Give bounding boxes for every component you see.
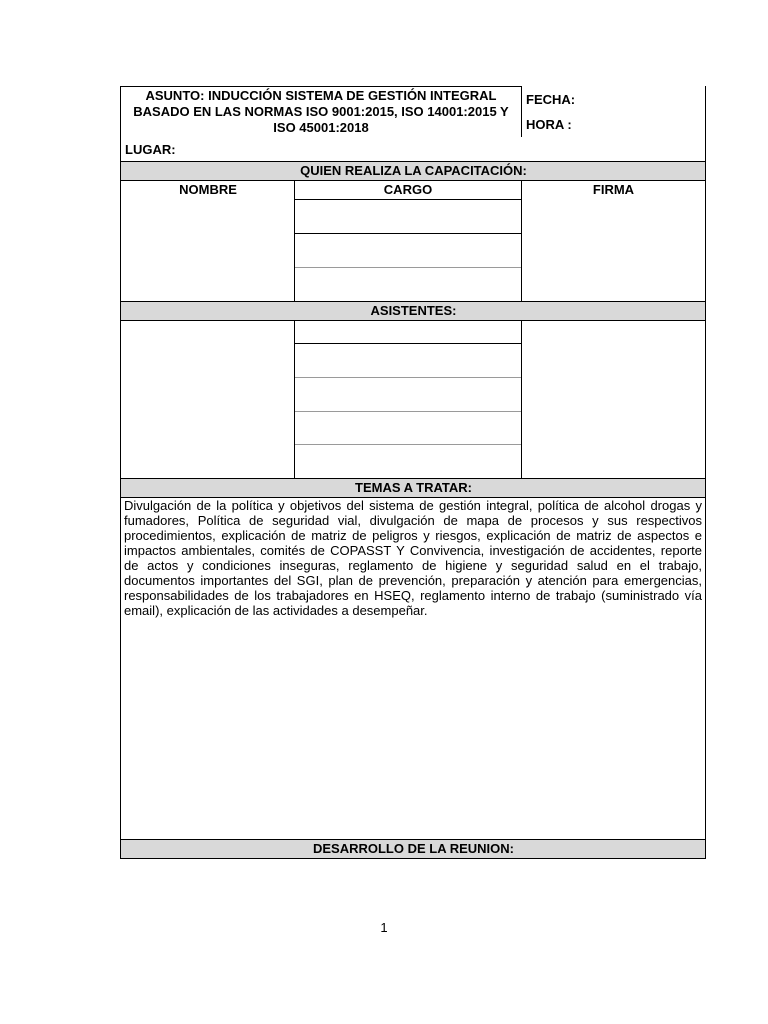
row-line (295, 233, 521, 234)
row-line (295, 444, 521, 445)
row-line (295, 377, 521, 378)
time-label: HORA : (526, 117, 572, 132)
column-divider (294, 321, 295, 478)
rule (120, 161, 706, 162)
row-line (295, 199, 521, 200)
page-number: 1 (380, 920, 388, 935)
column-divider (521, 181, 522, 301)
rule (120, 180, 706, 181)
row-line (295, 343, 521, 344)
header-divider (521, 86, 522, 137)
right-border (705, 86, 706, 859)
rule (120, 478, 706, 479)
rule (120, 858, 706, 859)
column-header-name: NOMBRE (179, 182, 237, 197)
place-label: LUGAR: (125, 142, 176, 157)
row-line (295, 411, 521, 412)
topics-text: Divulgación de la política y objetivos del sistema de gestión integral, política de alcohol drogas y fumadores, Política de seguridad vial, divulgación de mapa de procesos y sus respectivos procedimientos, explicación de matriz de peligros y riesgos, explicación de matriz de aspectos e impactos ambientales, comités de COPASST Y Convivencia, investigación de accidentes, reporte de actos y condiciones inseguras, reglamento de higiene y seguridad salud en el trabajo, documentos importantes del SGI, plan de prevención, preparación y atención para emergencias, responsabilidades de los trabajadores en HSEQ, reglamento interno de trabajo (suministrado vía email), explicación de las actividades a desempeñar. (124, 498, 702, 618)
subject-title: ASUNTO: INDUCCIÓN SISTEMA DE GESTIÓN INTEGRAL BASADO EN LAS NORMAS ISO 9001:2015, ISO 14001:2015 Y ISO 45001:2018 (133, 88, 509, 135)
date-label: FECHA: (526, 92, 576, 107)
column-header-signature: FIRMA (592, 182, 635, 197)
column-divider (521, 321, 522, 478)
development-section-title: DESARROLLO DE LA REUNION: (312, 841, 515, 856)
column-header-role: CARGO (383, 182, 433, 197)
trainer-section-title: QUIEN REALIZA LA CAPACITACIÓN: (300, 163, 527, 178)
rule (120, 301, 706, 302)
row-line (295, 267, 521, 268)
attendees-section-title: ASISTENTES: (370, 303, 457, 318)
topics-section-title: TEMAS A TRATAR: (355, 480, 472, 495)
left-border (120, 86, 121, 859)
rule (120, 320, 706, 321)
header-top-border (120, 86, 522, 87)
rule (120, 839, 706, 840)
